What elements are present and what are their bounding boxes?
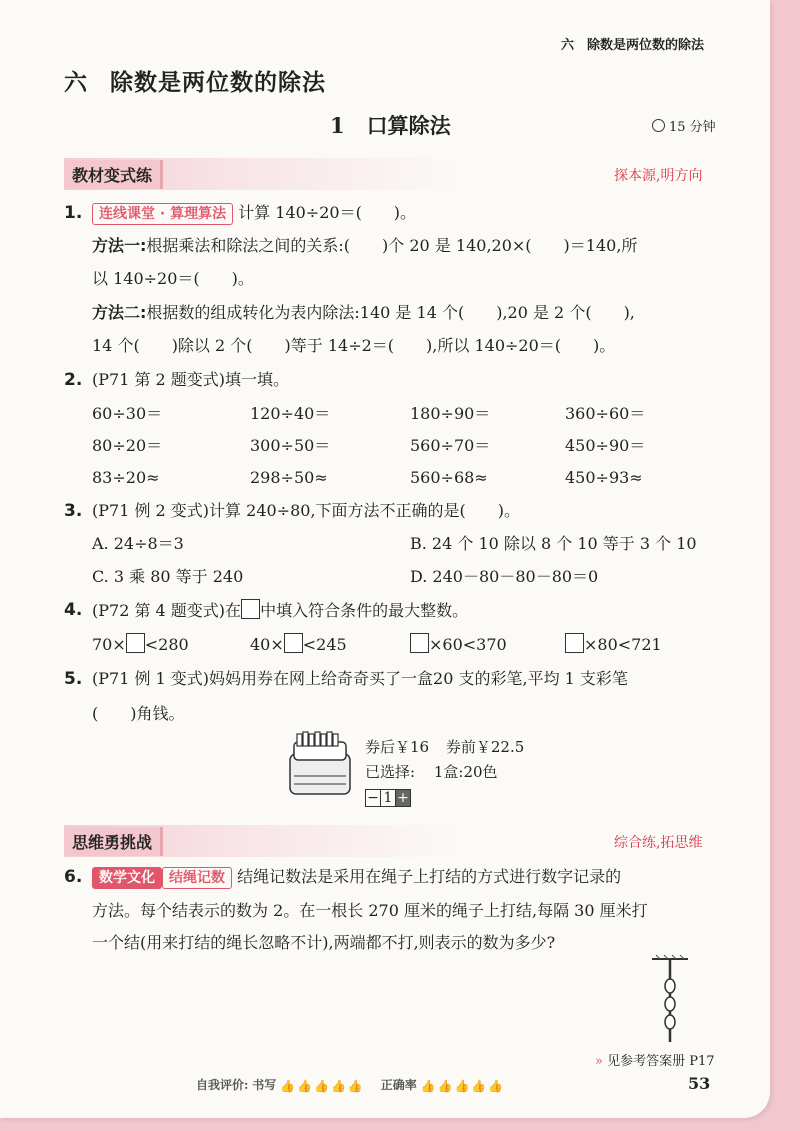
method-text: 根据数的组成转化为表内除法:140 是 14 个( ),20 是 2 个( ),	[146, 303, 635, 322]
answer-box[interactable]	[410, 633, 429, 653]
increment-button[interactable]: +	[397, 790, 409, 806]
decrement-button[interactable]: −	[366, 790, 381, 806]
expr-part: ×80<721	[584, 635, 662, 654]
answer-box-icon	[241, 599, 260, 619]
topic-badge: 连线课堂 · 算理算法	[92, 203, 233, 225]
lesson-title	[330, 110, 451, 140]
answer-reference	[595, 1050, 715, 1069]
method-1-line-1	[92, 235, 637, 257]
method-label: 方法一:	[92, 236, 147, 255]
question-6-line-1	[92, 866, 621, 889]
thumb-up-icon[interactable]: 👍	[347, 1078, 363, 1093]
accuracy-label: 正确率	[380, 1078, 417, 1092]
section-label: 思维勇挑战	[64, 827, 163, 856]
thumb-up-icon[interactable]: 👍	[471, 1078, 487, 1093]
calc-cell: 83÷20≈	[92, 468, 160, 487]
method-1-line-2: 以 140÷20＝( )。	[92, 269, 254, 288]
chapter-name: 除数是两位数的除法	[110, 69, 326, 96]
lesson-name: 口算除法	[366, 113, 451, 138]
question-number: 5.	[64, 669, 83, 689]
answer-box[interactable]	[126, 633, 145, 653]
question-4-stem	[92, 599, 468, 622]
option-a: A. 24÷8＝3	[92, 534, 184, 553]
section-tag: 探本源,明方向	[614, 168, 703, 184]
stem-text: 中填入符合条件的最大整数。	[260, 601, 469, 620]
question-text: 计算 140÷20＝( )。	[238, 203, 417, 222]
time-text: 15 分钟	[669, 120, 716, 135]
calc-cell: 298÷50≈	[250, 468, 328, 487]
method-2-line-1	[92, 302, 635, 324]
question-6-line-3: 一个结(用来打结的绳长忽略不计),两端都不打,则表示的数为多少?	[92, 933, 556, 952]
self-evaluation	[196, 1076, 503, 1093]
section-tag: 综合练,拓思维	[614, 835, 703, 851]
question-3-stem: (P71 例 2 变式)计算 240÷80,下面方法不正确的是( )。	[92, 501, 521, 520]
answer-box[interactable]	[565, 633, 584, 653]
question-number: 4.	[64, 600, 83, 620]
price-line	[365, 736, 524, 758]
writing-label: 书写	[252, 1078, 277, 1092]
section-bar-textbook	[64, 158, 464, 190]
calc-cell: 560÷70＝	[410, 436, 491, 455]
price-after: 券后￥16	[365, 738, 430, 756]
selection-value: 1盒:20色	[433, 763, 498, 781]
page-number: 53	[688, 1074, 711, 1093]
option-b: B. 24 个 10 除以 8 个 10 等于 3 个 10	[410, 534, 697, 553]
calc-cell: 300÷50＝	[250, 436, 331, 455]
pen-box-icon	[282, 728, 358, 804]
option-c: C. 3 乘 80 等于 240	[92, 567, 244, 586]
price-before: 券前￥22.5	[445, 738, 525, 756]
thumb-up-icon[interactable]: 👍	[454, 1078, 470, 1093]
chapter-title	[64, 64, 326, 97]
running-head: 六 除数是两位数的除法	[561, 38, 705, 53]
section-bar-challenge	[64, 825, 464, 857]
calc-cell: 450÷93≈	[565, 468, 643, 487]
quantity-stepper[interactable]	[365, 789, 411, 807]
time-estimate	[652, 116, 716, 135]
question-6-line-2: 方法。每个结表示的数为 2。在一根长 270 厘米的绳子上打结,每隔 30 厘米打	[92, 901, 648, 920]
double-chevron-icon: »	[595, 1054, 603, 1069]
question-number: 1.	[64, 203, 83, 223]
selection-line	[365, 761, 498, 783]
inequality-1	[92, 633, 189, 656]
lesson-number: 1	[330, 113, 345, 138]
calc-cell: 560÷68≈	[410, 468, 488, 487]
selection-label: 已选择:	[365, 763, 416, 781]
clock-icon	[652, 119, 665, 132]
accuracy-rating[interactable]	[421, 1079, 504, 1093]
expr-part: <245	[302, 635, 347, 654]
thumb-up-icon[interactable]: 👍	[420, 1078, 436, 1093]
answer-reference-text: 见参考答案册 P17	[607, 1054, 715, 1069]
thumb-up-icon[interactable]: 👍	[297, 1078, 313, 1093]
expr-part: 40×	[250, 635, 284, 654]
option-d: D. 240－80－80－80＝0	[410, 567, 599, 586]
calc-cell: 120÷40＝	[250, 404, 331, 423]
writing-rating[interactable]	[280, 1079, 363, 1093]
question-1-stem	[92, 202, 416, 225]
question-5-line-2: ( )角钱。	[92, 704, 185, 723]
answer-box[interactable]	[284, 633, 303, 653]
thumb-up-icon[interactable]: 👍	[488, 1078, 504, 1093]
question-text: 结绳记数法是采用在绳子上打结的方式进行数字记录的	[237, 867, 622, 886]
thumb-up-icon[interactable]: 👍	[437, 1078, 453, 1093]
thumb-up-icon[interactable]: 👍	[314, 1078, 329, 1093]
inequality-2	[250, 633, 347, 656]
thumb-up-icon[interactable]: 👍	[330, 1078, 346, 1093]
quantity-value: 1	[381, 790, 396, 806]
calc-cell: 60÷30＝	[92, 404, 163, 423]
method-text: 根据乘法和除法之间的关系:( )个 20 是 140,20×( )＝140,所	[146, 236, 638, 255]
question-5-line-1: (P71 例 1 变式)妈妈用券在网上给奇奇买了一盒20 支的彩笔,平均 1 支彩笔	[92, 669, 628, 688]
question-number: 2.	[64, 370, 83, 390]
calc-cell: 180÷90＝	[410, 404, 491, 423]
calc-cell: 450÷90＝	[565, 436, 646, 455]
topic-badge: 数学文化	[92, 867, 162, 889]
section-label: 教材变式练	[64, 160, 163, 189]
stem-text: (P72 第 4 题变式)在	[92, 601, 242, 620]
calc-cell: 360÷60＝	[565, 404, 646, 423]
expr-part: <280	[144, 635, 189, 654]
method-2-line-2: 14 个( )除以 2 个( )等于 14÷2＝( ),所以 140÷20＝( )。	[92, 336, 616, 355]
thumb-up-icon[interactable]: 👍	[280, 1078, 296, 1093]
topic-badge: 结绳记数	[162, 867, 232, 889]
expr-part: 70×	[92, 635, 126, 654]
calc-cell: 80÷20＝	[92, 436, 163, 455]
method-label: 方法二:	[92, 303, 147, 322]
question-2-stem: (P71 第 2 题变式)填一填。	[92, 370, 290, 389]
self-eval-label: 自我评价:	[196, 1078, 249, 1092]
inequality-4	[565, 633, 662, 656]
question-number: 3.	[64, 501, 83, 521]
expr-part: ×60<370	[429, 635, 507, 654]
chapter-number: 六	[64, 69, 88, 96]
knotted-rope-icon	[648, 954, 692, 1044]
inequality-3	[410, 633, 507, 656]
question-number: 6.	[64, 867, 83, 887]
